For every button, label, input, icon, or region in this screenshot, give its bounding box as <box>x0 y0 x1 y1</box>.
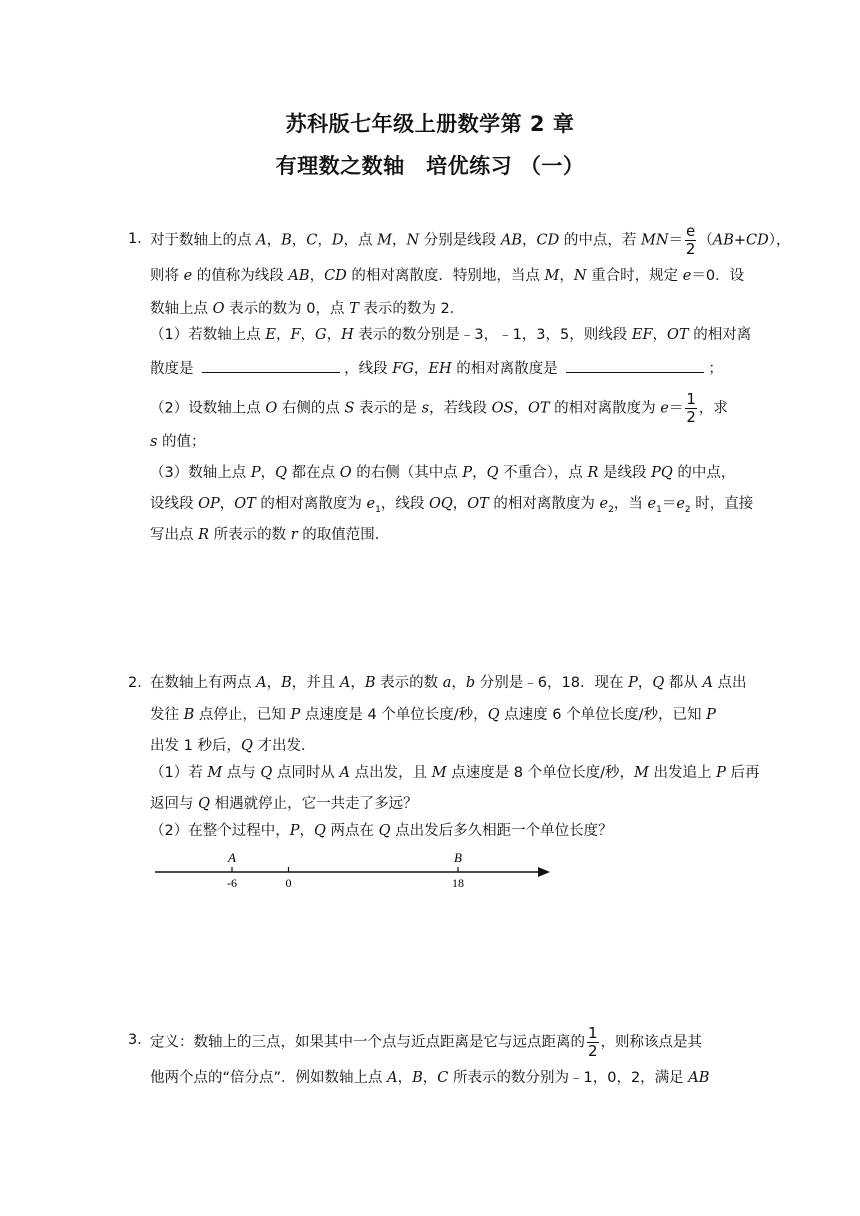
doc-subtitle: 有理数之数轴 培优练习 （一） <box>275 154 585 178</box>
q2-number: 2． <box>128 675 152 691</box>
axis-point-label-B: B <box>454 850 462 865</box>
q1-part1-line1: （1）若数轴上点 E，F，G，H 表示的数分别是﹣3，﹣1，3，5，则线段 EF，OT 的相对离 <box>150 327 752 343</box>
answer-blank-2[interactable] <box>566 360 704 373</box>
q1-part3-line3: 写出点 R 所表示的数 r 的取值范围． <box>150 527 390 543</box>
q2-line3: 出发 1 秒后，Q 才出发． <box>150 738 316 754</box>
q1-part1-line2: 散度是 ，线段 FG，EH 的相对离散度是 ； <box>150 361 723 377</box>
fraction-one-half: $\frac{1}{2}$ <box>686 390 696 426</box>
q3-line1: 定义：数轴上的三点，如果其中一个点与近点距离是它与远点距离的 $\frac{1}{2}$ ，则称该点是其 <box>150 1024 703 1060</box>
q1-line2: 则将 e 的值称为线段 AB，CD 的相对离散度．特别地，当点 M，N 重合时，规定 e＝0．设 <box>150 268 745 284</box>
q1-part2-line1: （2）设数轴上点 O 右侧的点 S 表示的是 s，若线段 OS，OT 的相对离散度为 e＝ $\frac{1}{2}$ ，求 <box>150 390 728 426</box>
doc-title: 苏科版七年级上册数学第 2 章 <box>285 112 575 136</box>
q1-line1: 对于数轴上的点 A，B，C，D，点 M，N 分别是线段 AB，CD 的中点，若 MN＝ $\frac{e}{2}$ （AB+CD）， <box>150 222 791 258</box>
q3-number: 3． <box>128 1032 152 1048</box>
q1-number: 1． <box>128 231 152 247</box>
q1-line3: 数轴上点 O 表示的数为 0，点 T 表示的数为 2． <box>150 301 465 317</box>
q1-part3-line1: （3）数轴上点 P，Q 都在点 O 的右侧（其中点 P，Q 不重合），点 R 是线段 PQ 的中点， <box>150 465 736 481</box>
axis-value-label-1: 0 <box>285 876 292 890</box>
axis-value-label-0: -6 <box>227 876 237 890</box>
number-line <box>150 848 570 898</box>
answer-blank-1[interactable] <box>202 360 340 373</box>
axis-point-label-A: A <box>228 850 236 865</box>
q2-part1-line2: 返回与 Q 相遇就停止，它一共走了多远？ <box>150 796 418 812</box>
fraction-one-half-q3: $\frac{1}{2}$ <box>588 1024 598 1060</box>
q2-line1: 在数轴上有两点 A，B，并且 A，B 表示的数 a，b 分别是﹣6，18．现在 P，Q 都从 A 点出 <box>150 675 747 691</box>
q3-line2: 他两个点的“倍分点”．例如数轴上点 A，B，C 所表示的数分别为﹣1，0，2，满足 AB <box>150 1070 710 1086</box>
fraction-e-over-2: $\frac{e}{2}$ <box>685 222 696 258</box>
q1-part3-line2: 设线段 OP，OT 的相对离散度为 $e_1$，线段 OQ，OT 的相对离散度为 $e_2$，当 $e_1=e_2$ 时，直接 <box>150 496 754 515</box>
q2-part2-line1: （2）在整个过程中，P，Q 两点在 Q 点出发后多久相距一个单位长度？ <box>150 823 613 839</box>
axis-value-label-2: 18 <box>452 876 464 890</box>
q2-line2: 发往 B 点停止，已知 P 点速度是 4 个单位长度/秒，Q 点速度 6 个单位长度/秒，已知 P <box>150 707 716 723</box>
q1-part2-line2: s 的值； <box>150 434 206 450</box>
q2-part1-line1: （1）若 M 点与 Q 点同时从 A 点出发，且 M 点速度是 8 个单位长度/秒，M 出发追上 P 后再 <box>150 765 760 781</box>
